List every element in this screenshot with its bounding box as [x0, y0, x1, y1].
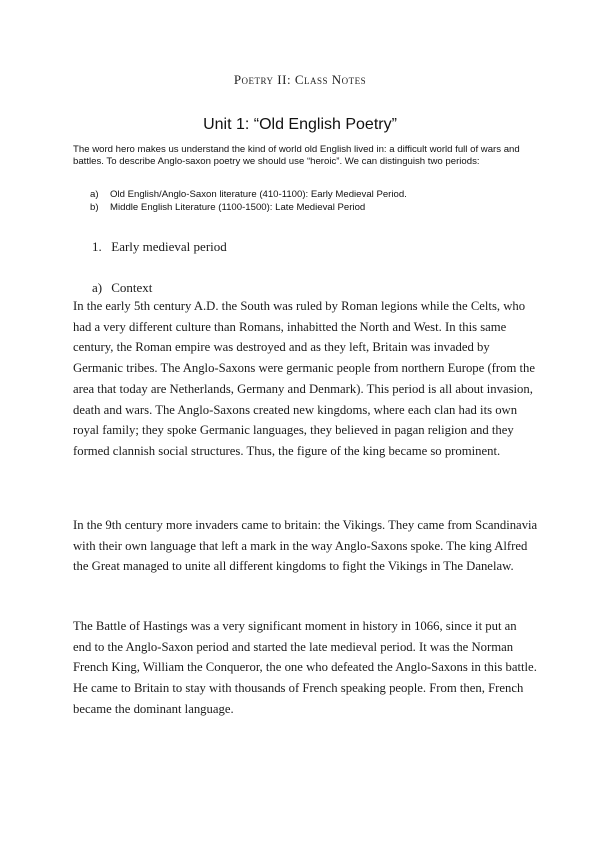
subsection-heading — [92, 280, 152, 296]
subsection-marker: a) — [92, 280, 103, 295]
section-title: Early medieval period — [111, 239, 227, 254]
intro-paragraph: The word hero makes us understand the kind of world old English lived in: a difficult world full of wars and battles. To describe Anglo-saxon poetry we should use “heroic”. We can distinguish two periods: — [73, 144, 520, 167]
subsection-title: Context — [111, 280, 153, 295]
body-paragraph: In the 9th century more invaders came to britain: the Vikings. They came from Scandinavia with their own language that left a mark in the way Anglo-Saxons spoke. The king Alfred the Great managed to unite all different kingdoms to fight the Vikings in The Danelaw. — [73, 518, 538, 574]
periods-list — [90, 189, 530, 214]
unit-title: Unit 1: “Old English Poetry” — [203, 116, 397, 133]
list-marker: a) — [90, 189, 99, 200]
list-marker: b) — [90, 201, 99, 213]
list-item-text: Old English/Anglo-Saxon literature (410-1100): Early Medieval Period. — [110, 189, 407, 200]
body-paragraph: The Battle of Hastings was a very significant moment in history in 1066, since it put an end to the Anglo-Saxon period and started the late medieval period. It was the Norman French King, William the Conqueror, the one who defeated the Anglo-Saxons in this battle. He came to Britain to stay with thousands of French speaking people. From then, French became the dominant language. — [73, 619, 537, 716]
document-title: Poetry II: Class Notes — [233, 72, 367, 87]
body-paragraph: In the early 5th century A.D. the South was ruled by Roman legions while the Celts, who had a very different culture than Romans, inhabitted the North and West. In this same century, the Roman empire was destroyed and as they left, Britain was invaded by Germanic tribes. The Anglo-Saxons were germanic people from northern Europe (from the area that today are Netherlands, Germany and Denmark). This period is all about invasion, death and wars. The Anglo-Saxons created new kingdoms, where each clan had its own royal family; they spoke Germanic languages, they believed in pagan religion and they formed clannish social structures. Thus, the figure of the king became so prominent. — [73, 299, 536, 458]
list-item-text: Middle English Literature (1100-1500): Late Medieval Period — [110, 201, 366, 213]
section-number: 1. — [92, 239, 102, 254]
list-item — [90, 189, 530, 202]
section-heading — [92, 239, 227, 255]
list-item — [90, 202, 530, 215]
